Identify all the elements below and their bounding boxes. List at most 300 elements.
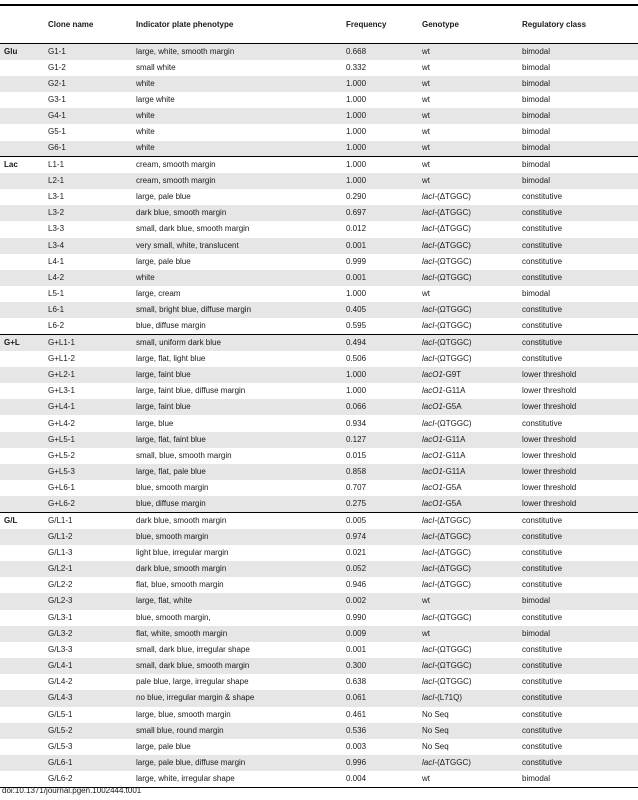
frequency-cell: 0.005 <box>342 512 418 528</box>
regulatory-class-cell: bimodal <box>518 44 638 60</box>
genotype-variant: wt <box>422 78 430 88</box>
table-row <box>0 351 638 367</box>
frequency-cell: 0.009 <box>342 626 418 642</box>
table-row <box>0 690 638 706</box>
group-label <box>0 626 44 642</box>
clone-name-cell: G/L4-3 <box>44 690 132 706</box>
genotype-gene: lacI <box>422 208 435 218</box>
genotype-gene: lacO1 <box>422 402 443 412</box>
phenotype-cell: large, white, irregular shape <box>132 771 342 787</box>
genotype-cell <box>418 529 518 545</box>
table-row <box>0 707 638 723</box>
genotype-variant: -(ΩTGGC) <box>434 272 472 282</box>
frequency-cell: 0.001 <box>342 270 418 286</box>
group-label <box>0 496 44 512</box>
group-label <box>0 448 44 464</box>
genotype-gene: lacI <box>422 564 435 574</box>
regulatory-class-cell: bimodal <box>518 173 638 189</box>
genotype-variant: -G11A <box>442 467 466 477</box>
frequency-cell: 0.638 <box>346 677 367 687</box>
genotype-variant: -(ΩTGGC) <box>434 337 472 347</box>
phenotype-cell: flat, white, smooth margin <box>132 626 342 642</box>
group-label <box>0 399 44 415</box>
phenotype-cell: large, pale blue <box>136 741 191 751</box>
clone-name-cell: G+L6-2 <box>44 496 132 512</box>
clone-name-cell: G+L1-1 <box>44 335 132 351</box>
frequency-cell: 0.946 <box>346 580 367 590</box>
group-label <box>0 432 44 448</box>
group-label: G/L <box>0 512 44 528</box>
clone-name-cell: G/L1-3 <box>48 547 73 557</box>
genotype-cell <box>418 173 518 189</box>
frequency-cell: 0.990 <box>346 612 367 622</box>
clone-name-cell: L3-1 <box>48 192 65 202</box>
group-label <box>0 415 44 431</box>
table-row <box>0 658 638 674</box>
group-label <box>0 529 44 545</box>
genotype-cell <box>418 44 518 60</box>
header-genotype: Genotype <box>422 19 459 29</box>
frequency-cell: 0.332 <box>346 62 367 72</box>
regulatory-class-cell: bimodal <box>518 157 638 173</box>
regulatory-class-cell: constitutive <box>522 580 563 590</box>
frequency-cell: 0.015 <box>346 450 367 460</box>
table-row <box>0 480 638 496</box>
clone-name-cell: L6-2 <box>48 321 65 331</box>
regulatory-class-cell: constitutive <box>522 547 563 557</box>
clone-name-cell: G/L2-2 <box>48 580 73 590</box>
regulatory-class-cell: constitutive <box>522 192 563 202</box>
genotype-cell <box>418 690 518 706</box>
frequency-cell: 0.405 <box>342 302 418 318</box>
table-row <box>0 610 638 626</box>
regulatory-class-cell: constitutive <box>522 418 563 428</box>
frequency-cell: 0.999 <box>346 256 367 266</box>
table-row <box>0 464 638 480</box>
regulatory-class-cell: constitutive <box>522 353 563 363</box>
table-row <box>0 529 638 545</box>
genotype-cell <box>418 755 518 771</box>
regulatory-class-cell: constitutive <box>518 335 638 351</box>
genotype-gene: lacI <box>422 305 435 315</box>
group-label <box>0 561 44 577</box>
frequency-cell: 1.000 <box>342 108 418 124</box>
group-label <box>0 76 44 92</box>
genotype-variant: -G5A <box>442 402 462 412</box>
phenotype-cell: large, faint blue <box>132 367 342 383</box>
genotype-gene: lacI <box>422 353 435 363</box>
genotype-gene: lacO1 <box>422 386 443 396</box>
phenotype-cell: white <box>132 141 342 157</box>
frequency-cell: 1.000 <box>342 367 418 383</box>
table-row <box>0 238 638 254</box>
genotype-variant: -G5A <box>442 499 462 509</box>
group-label <box>0 351 44 367</box>
genotype-variant: -G11A <box>442 386 466 396</box>
regulatory-class-cell: lower threshold <box>522 483 577 493</box>
genotype-variant: wt <box>422 175 430 185</box>
table-row <box>0 723 638 739</box>
clone-name-cell: L5-1 <box>48 289 65 299</box>
group-label <box>0 270 44 286</box>
clone-name-cell: L4-1 <box>48 256 65 266</box>
group-label <box>0 383 44 399</box>
frequency-cell: 0.707 <box>346 483 367 493</box>
group-label <box>0 318 44 334</box>
clone-name-cell: G/L6-1 <box>44 755 132 771</box>
frequency-cell: 1.000 <box>346 289 367 299</box>
phenotype-cell: large, blue, smooth margin <box>136 709 231 719</box>
phenotype-cell: large, flat, faint blue <box>132 432 342 448</box>
group-label <box>0 141 44 157</box>
clone-name-cell: G/L1-1 <box>44 512 132 528</box>
header-row <box>0 6 638 44</box>
phenotype-cell: large, flat, light blue <box>136 353 206 363</box>
frequency-cell: 1.000 <box>342 173 418 189</box>
table-row <box>0 286 638 302</box>
genotype-cell <box>418 124 518 140</box>
group-label <box>0 302 44 318</box>
genotype-variant: wt <box>422 62 430 72</box>
genotype-variant: -(ΔTGGC) <box>434 531 471 541</box>
clone-name-cell: G1-2 <box>48 62 66 72</box>
phenotype-cell: small, dark blue, smooth margin <box>136 224 250 234</box>
table-row <box>0 383 638 399</box>
genotype-variant: -(ΩTGGC) <box>434 677 472 687</box>
table-row <box>0 141 638 157</box>
frequency-cell: 0.506 <box>346 353 367 363</box>
genotype-variant: wt <box>422 289 430 299</box>
frequency-cell: 0.697 <box>342 205 418 221</box>
group-label <box>0 707 44 723</box>
phenotype-cell: dark blue, smooth margin <box>132 561 342 577</box>
phenotype-cell: small, blue, smooth margin <box>136 450 232 460</box>
genotype-cell <box>418 318 518 334</box>
clone-name-cell: G+L5-2 <box>48 450 75 460</box>
regulatory-class-cell: constitutive <box>522 612 563 622</box>
table-row <box>0 496 638 512</box>
genotype-variant: -(ΩTGGC) <box>434 612 472 622</box>
phenotype-cell: cream, smooth margin <box>132 157 342 173</box>
genotype-cell <box>418 270 518 286</box>
frequency-cell: 0.974 <box>342 529 418 545</box>
genotype-variant: wt <box>422 95 430 105</box>
genotype-variant: -(ΔTGGC) <box>434 240 471 250</box>
genotype-cell <box>418 674 518 690</box>
genotype-variant: -(L71Q) <box>434 693 463 703</box>
group-label <box>0 723 44 739</box>
genotype-gene: lacI <box>422 337 435 347</box>
clone-name-cell: G3-1 <box>48 95 66 105</box>
clone-name-cell: L2-1 <box>44 173 132 189</box>
regulatory-class-cell: bimodal <box>522 95 551 105</box>
genotype-variant: No Seq <box>422 725 449 735</box>
genotype-variant: wt <box>422 628 430 638</box>
table-row <box>0 577 638 593</box>
regulatory-class-cell: lower threshold <box>518 496 638 512</box>
genotype-variant: -(ΔTGGC) <box>434 758 471 768</box>
genotype-gene: lacI <box>422 192 435 202</box>
genotype-cell <box>418 448 518 464</box>
regulatory-class-cell: constitutive <box>518 238 638 254</box>
phenotype-cell: large, flat, pale blue <box>132 464 342 480</box>
group-label <box>0 60 44 76</box>
clone-name-cell: G/L6-2 <box>44 771 132 787</box>
clone-name-cell: G/L1-2 <box>44 529 132 545</box>
frequency-cell: 0.066 <box>342 399 418 415</box>
genotype-cell <box>418 480 518 496</box>
regulatory-class-cell: constitutive <box>522 224 563 234</box>
genotype-cell <box>418 707 518 723</box>
clone-name-cell: G/L4-2 <box>48 677 73 687</box>
genotype-gene: lacO1 <box>422 499 443 509</box>
table-row <box>0 173 638 189</box>
clone-name-cell: G+L2-1 <box>44 367 132 383</box>
genotype-variant: wt <box>422 596 430 606</box>
regulatory-class-cell: bimodal <box>518 771 638 787</box>
genotype-variant: -G5A <box>442 483 462 493</box>
table-row <box>0 76 638 92</box>
table-row <box>0 415 638 431</box>
phenotype-cell: white <box>132 76 342 92</box>
table-row <box>0 254 638 270</box>
table-row <box>0 270 638 286</box>
genotype-gene: lacI <box>422 644 435 654</box>
table-row <box>0 626 638 642</box>
genotype-variant: -G9T <box>442 370 462 380</box>
genotype-variant: -G11A <box>442 434 466 444</box>
phenotype-cell: blue, smooth margin <box>136 483 209 493</box>
group-label <box>0 464 44 480</box>
clone-name-cell: G+L3-1 <box>48 386 75 396</box>
clone-name-cell: G/L2-3 <box>44 593 132 609</box>
table-row <box>0 335 638 351</box>
regulatory-class-cell: constitutive <box>518 658 638 674</box>
phenotype-cell: large, blue <box>136 418 174 428</box>
phenotype-cell: large, white, smooth margin <box>132 44 342 60</box>
phenotype-cell: blue, smooth margin <box>132 529 342 545</box>
genotype-variant: -G11A <box>442 450 466 460</box>
table-row <box>0 367 638 383</box>
phenotype-cell: small, dark blue, irregular shape <box>136 644 250 654</box>
frequency-cell: 1.000 <box>342 141 418 157</box>
table-row <box>0 302 638 318</box>
genotype-cell <box>418 545 518 561</box>
header-clone-name: Clone name <box>48 19 94 29</box>
phenotype-cell: white <box>136 127 155 137</box>
frequency-cell: 0.001 <box>346 644 367 654</box>
phenotype-table <box>0 6 638 788</box>
genotype-cell <box>418 76 518 92</box>
phenotype-cell: dark blue, smooth margin <box>132 205 342 221</box>
clone-name-cell: G4-1 <box>44 108 132 124</box>
group-label <box>0 205 44 221</box>
phenotype-cell: blue, smooth margin, <box>136 612 211 622</box>
group-label: Lac <box>0 157 44 173</box>
table-row <box>0 108 638 124</box>
clone-name-cell: L3-2 <box>44 205 132 221</box>
genotype-cell <box>418 771 518 787</box>
clone-name-cell: G/L3-3 <box>48 644 73 654</box>
genotype-gene: lacI <box>422 272 435 282</box>
regulatory-class-cell: constitutive <box>518 690 638 706</box>
genotype-variant: wt <box>422 127 430 137</box>
genotype-cell <box>418 383 518 399</box>
regulatory-class-cell: lower threshold <box>518 464 638 480</box>
regulatory-class-cell: bimodal <box>518 76 638 92</box>
regulatory-class-cell: bimodal <box>522 289 551 299</box>
frequency-cell: 0.021 <box>346 547 367 557</box>
genotype-cell <box>418 157 518 173</box>
clone-name-cell: L1-1 <box>44 157 132 173</box>
frequency-cell: 0.668 <box>342 44 418 60</box>
regulatory-class-cell: constitutive <box>518 723 638 739</box>
regulatory-class-cell: constitutive <box>518 529 638 545</box>
group-label <box>0 658 44 674</box>
regulatory-class-cell: bimodal <box>518 141 638 157</box>
regulatory-class-cell: lower threshold <box>518 399 638 415</box>
phenotype-cell: small, uniform dark blue <box>132 335 342 351</box>
regulatory-class-cell: lower threshold <box>522 450 577 460</box>
frequency-cell: 0.461 <box>346 709 367 719</box>
clone-name-cell: G+L5-1 <box>44 432 132 448</box>
genotype-gene: lacO1 <box>422 467 443 477</box>
genotype-gene: lacI <box>422 612 435 622</box>
regulatory-class-cell: constitutive <box>518 561 638 577</box>
genotype-cell <box>418 496 518 512</box>
genotype-cell <box>418 351 518 367</box>
regulatory-class-cell: constitutive <box>518 755 638 771</box>
regulatory-class-cell: constitutive <box>518 205 638 221</box>
genotype-gene: lacI <box>422 677 435 687</box>
genotype-cell <box>418 415 518 431</box>
table-row <box>0 44 638 60</box>
genotype-variant: -(ΩTGGC) <box>434 353 472 363</box>
clone-name-cell: L4-2 <box>44 270 132 286</box>
genotype-gene: lacI <box>422 758 435 768</box>
table-row <box>0 318 638 334</box>
group-label <box>0 108 44 124</box>
genotype-gene: lacI <box>422 418 435 428</box>
genotype-cell <box>418 108 518 124</box>
regulatory-class-cell: bimodal <box>518 108 638 124</box>
genotype-variant: -(ΔTGGC) <box>434 547 471 557</box>
frequency-cell: 0.004 <box>342 771 418 787</box>
genotype-variant: -(ΩTGGC) <box>434 256 472 266</box>
clone-name-cell: L6-1 <box>44 302 132 318</box>
table-row <box>0 593 638 609</box>
frequency-cell: 0.275 <box>342 496 418 512</box>
genotype-cell <box>418 723 518 739</box>
phenotype-cell: large, pale blue <box>136 192 191 202</box>
genotype-cell <box>418 205 518 221</box>
clone-name-cell: G/L4-1 <box>44 658 132 674</box>
regulatory-class-cell: constitutive <box>522 321 563 331</box>
genotype-cell <box>418 626 518 642</box>
group-label <box>0 124 44 140</box>
clone-name-cell: G+L1-2 <box>48 353 75 363</box>
clone-name-cell: G+L5-3 <box>44 464 132 480</box>
genotype-cell <box>418 642 518 658</box>
regulatory-class-cell: bimodal <box>518 626 638 642</box>
phenotype-cell: small, dark blue, smooth margin <box>132 658 342 674</box>
genotype-variant: -(ΔTGGC) <box>434 580 471 590</box>
clone-name-cell: G/L3-1 <box>48 612 73 622</box>
frequency-cell: 1.000 <box>346 386 367 396</box>
phenotype-cell: large white <box>136 95 175 105</box>
genotype-cell <box>418 561 518 577</box>
genotype-variant: -(ΔTGGC) <box>434 224 471 234</box>
genotype-gene: lacI <box>422 256 435 266</box>
group-label <box>0 593 44 609</box>
genotype-cell <box>418 238 518 254</box>
genotype-cell <box>418 254 518 270</box>
genotype-cell <box>418 464 518 480</box>
genotype-cell <box>418 512 518 528</box>
group-label <box>0 173 44 189</box>
genotype-gene: lacO1 <box>422 483 443 493</box>
clone-name-cell: G+L4-2 <box>48 418 75 428</box>
frequency-cell: 0.061 <box>342 690 418 706</box>
group-label <box>0 367 44 383</box>
genotype-gene: lacI <box>422 547 435 557</box>
frequency-cell: 0.127 <box>342 432 418 448</box>
frequency-cell: 1.000 <box>342 76 418 92</box>
genotype-cell <box>418 221 518 237</box>
clone-name-cell: G/L5-3 <box>48 741 73 751</box>
regulatory-class-cell: constitutive <box>522 677 563 687</box>
table-row <box>0 432 638 448</box>
regulatory-class-cell: constitutive <box>518 270 638 286</box>
frequency-cell: 0.290 <box>346 192 367 202</box>
frequency-cell: 0.052 <box>342 561 418 577</box>
group-label <box>0 610 44 626</box>
regulatory-class-cell: constitutive <box>522 741 563 751</box>
group-label <box>0 189 44 205</box>
group-label <box>0 577 44 593</box>
genotype-gene: lacI <box>422 321 435 331</box>
genotype-gene: lacO1 <box>422 434 443 444</box>
genotype-cell <box>418 577 518 593</box>
clone-name-cell: G/L5-1 <box>48 709 73 719</box>
group-label <box>0 92 44 108</box>
clone-name-cell: L3-4 <box>44 238 132 254</box>
group-label <box>0 238 44 254</box>
phenotype-cell: small white <box>136 62 176 72</box>
frequency-cell: 0.595 <box>346 321 367 331</box>
group-label <box>0 221 44 237</box>
regulatory-class-cell: bimodal <box>518 593 638 609</box>
genotype-cell <box>418 189 518 205</box>
genotype-gene: lacO1 <box>422 450 443 460</box>
phenotype-cell: large, pale blue <box>136 256 191 266</box>
table-row <box>0 60 638 76</box>
genotype-variant: wt <box>422 46 430 56</box>
group-label <box>0 480 44 496</box>
frequency-cell: 0.996 <box>342 755 418 771</box>
genotype-cell <box>418 367 518 383</box>
genotype-variant: wt <box>422 111 430 121</box>
genotype-cell <box>418 60 518 76</box>
regulatory-class-cell: bimodal <box>522 62 551 72</box>
group-label <box>0 755 44 771</box>
frequency-cell: 0.300 <box>342 658 418 674</box>
header-frequency: Frequency <box>346 19 387 29</box>
doi-caption: doi:10.1371/journal.pgen.1002444.t001 <box>2 786 142 795</box>
genotype-gene: lacI <box>422 531 435 541</box>
phenotype-cell: very small, white, translucent <box>132 238 342 254</box>
genotype-variant: -(ΔTGGC) <box>434 515 471 525</box>
